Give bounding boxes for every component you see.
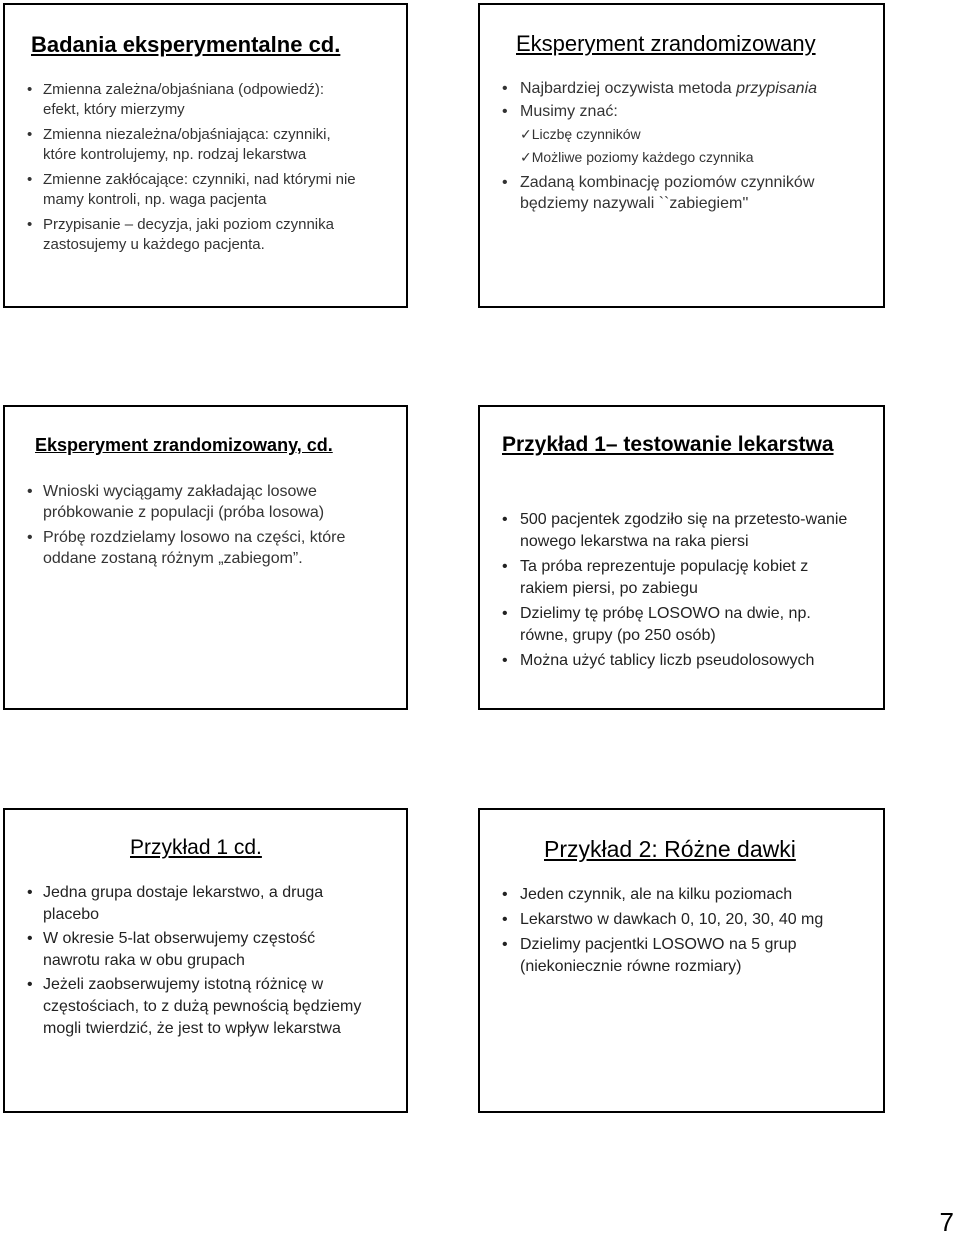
bullet-icon: • (502, 605, 508, 622)
checkmark-icon: ✓ (520, 149, 532, 165)
page-number: 7 (939, 1207, 954, 1237)
list-item: • Dzielimy pacjentki LOSOWO na 5 grup (niekoniecznie równe rozmiary) (502, 936, 797, 975)
bullet-icon: • (502, 652, 508, 669)
list-item: • Musimy znać: (502, 103, 618, 120)
checkmark-icon: ✓ (520, 126, 532, 142)
list-item: • Ta próba reprezentuje populację kobiet z rakiem piersi, po zabiegu (502, 558, 809, 597)
bullet-icon: • (27, 216, 33, 233)
list-item: • Dzielimy tę próbę LOSOWO na dwie, np. równe, grupy (po 250 osób) (502, 605, 811, 644)
bullet-icon: • (502, 80, 508, 97)
slide-title: Przykład 1– testowanie lekarstwa (502, 433, 834, 456)
bullet-icon: • (27, 171, 33, 188)
slide-title: Eksperyment zrandomizowany (516, 31, 816, 56)
bullet-icon: • (502, 174, 508, 191)
slide-1 (3, 3, 408, 308)
list-item: • Zmienna niezależna/objaśniająca: czynniki, które kontrolujemy, np. rodzaj lekarstwa (27, 126, 331, 163)
list-item: • Zmienne zakłócające: czynniki, nad którymi nie mamy kontroli, np. waga pacjenta (27, 171, 356, 208)
bullet-list (502, 78, 872, 214)
slide-2 (478, 3, 885, 308)
bullet-list (27, 80, 387, 255)
bullet-icon: • (502, 103, 508, 120)
slide-4 (478, 405, 885, 710)
bullet-list (502, 509, 872, 672)
list-item: • Zmienna zależna/objaśniana (odpowiedź): efekt, który mierzymy (27, 81, 325, 118)
list-item: • Najbardziej oczywista metoda przypisania (502, 80, 818, 97)
bullet-icon: • (27, 976, 33, 993)
slide-title: Badania eksperymentalne cd. (31, 32, 341, 57)
slide-title: Eksperyment zrandomizowany, cd. (35, 435, 333, 455)
list-item: • 500 pacjentek zgodziło się na przetesto-wanie nowego lekarstwa na raka piersi (502, 511, 848, 550)
slide-5 (3, 808, 408, 1113)
bullet-icon: • (27, 884, 33, 901)
sub-item: ✓Możliwe poziomy każdego czynnika (520, 149, 754, 165)
list-item: • Jeden czynnik, ale na kilku poziomach (502, 884, 872, 906)
bullet-icon: • (27, 529, 33, 546)
bullet-list (27, 882, 387, 1040)
slide-title: Przykład 1 cd. (130, 836, 262, 859)
slide-title: Przykład 2: Różne dawki (544, 836, 796, 862)
bullet-icon: • (27, 483, 33, 500)
bullet-icon: • (502, 558, 508, 575)
list-item: • Jedna grupa dostaje lekarstwo, a druga placebo (27, 884, 324, 923)
bullet-icon: • (27, 81, 33, 98)
bullet-list (502, 884, 872, 978)
bullet-icon: • (502, 886, 508, 903)
list-item: • Próbę rozdzielamy losowo na części, które oddane zostaną różnym „zabiegom”. (27, 529, 346, 567)
slide-6 (478, 808, 885, 1113)
bullet-icon: • (502, 911, 508, 928)
list-item: • Wnioski wyciągamy zakładając losowe próbkowanie z populacji (próba losowa) (27, 483, 325, 521)
list-item: • Jeżeli zaobserwujemy istotną różnicę w częstościach, to z dużą pewnością będziemy mogli twierdzić, że jest to wpływ lekarstwa (27, 976, 362, 1037)
bullet-icon: • (27, 930, 33, 947)
bullet-icon: • (502, 511, 508, 528)
sub-item: ✓Liczbę czynników (520, 126, 641, 142)
list-item: • Zadaną kombinację poziomów czynników będziemy nazywali ``zabiegiem'' (502, 174, 815, 212)
bullet-list (27, 481, 387, 569)
bullet-icon: • (27, 126, 33, 143)
list-item: • W okresie 5-lat obserwujemy częstość nawrotu raka w obu grupach (27, 930, 316, 969)
list-item: • Można użyć tablicy liczb pseudolosowych (502, 650, 872, 672)
list-item: • Lekarstwo w dawkach 0, 10, 20, 30, 40 mg (502, 909, 872, 931)
bullet-icon: • (502, 936, 508, 953)
slide-3 (3, 405, 408, 710)
list-item: • Przypisanie – decyzja, jaki poziom czynnika zastosujemy u każdego pacjenta. (27, 216, 334, 253)
